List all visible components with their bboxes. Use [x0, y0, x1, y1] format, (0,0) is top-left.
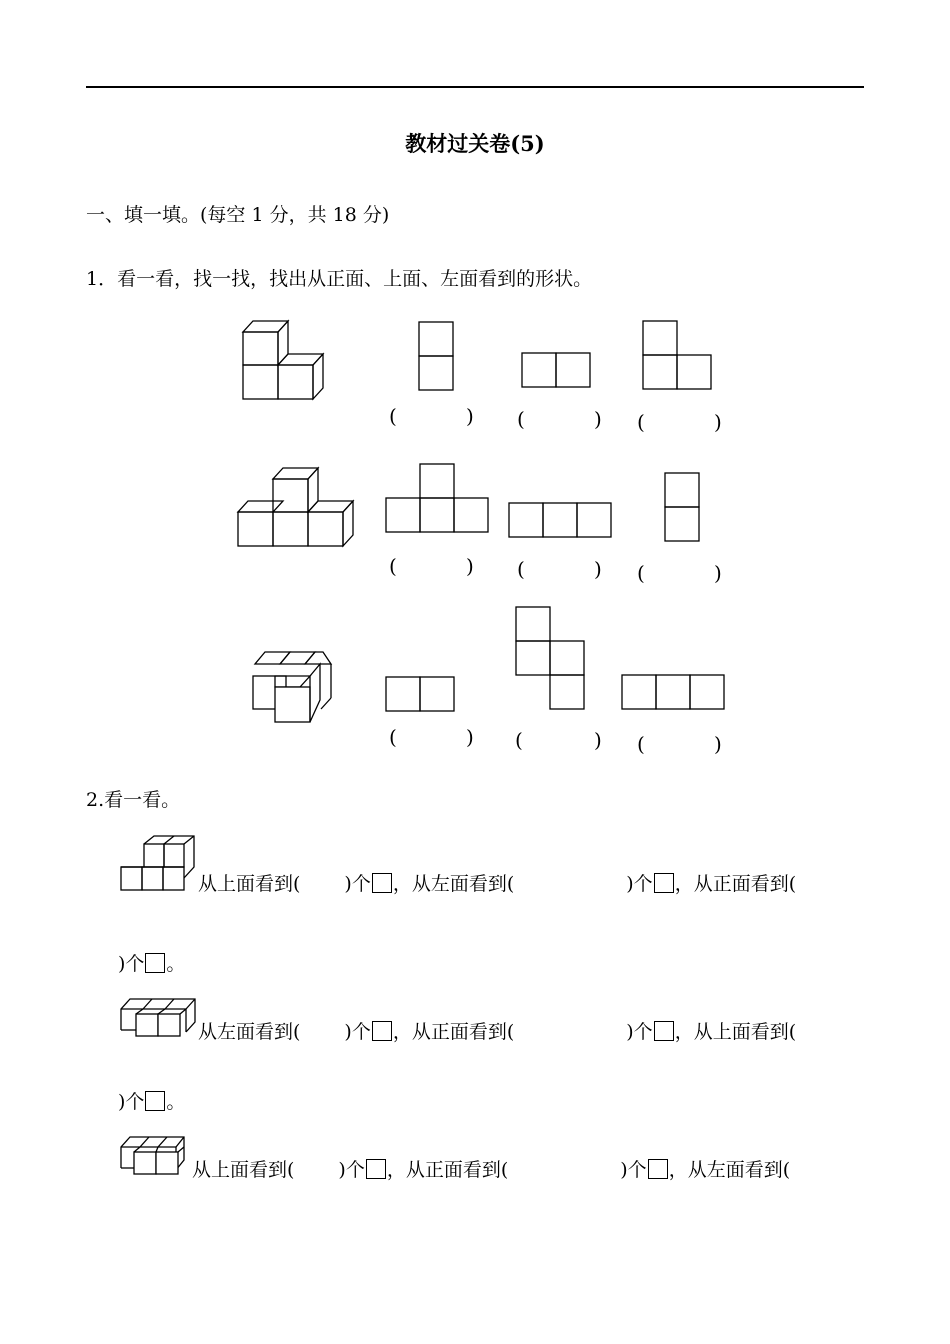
square-icon — [145, 1091, 165, 1111]
paren-open: ( — [517, 557, 525, 581]
paren-close[interactable]: ) — [594, 407, 602, 431]
view-3b — [515, 605, 590, 713]
paren-close[interactable]: ) — [714, 732, 722, 756]
view-1a — [418, 320, 458, 392]
view-1c — [642, 319, 717, 391]
paren-close[interactable]: ) — [466, 554, 474, 578]
view-3a — [384, 674, 459, 714]
paren-open: ( — [637, 410, 645, 434]
view-1b — [520, 350, 595, 390]
view-2c — [664, 471, 704, 543]
q2-item2-line1: 从左面看到( )个 ，从正面看到( )个 ，从上面看到( — [198, 1021, 797, 1043]
square-icon — [366, 1159, 386, 1179]
view-2a — [385, 462, 490, 534]
cube-solid-1 — [230, 310, 340, 410]
paren-close[interactable]: ) — [714, 561, 722, 585]
q2-item3-line1: 从上面看到( )个 ，从正面看到( )个 ，从左面看到( — [192, 1159, 791, 1181]
square-icon — [372, 1021, 392, 1041]
paren-close[interactable]: ) — [594, 557, 602, 581]
paren-close[interactable]: ) — [594, 728, 602, 752]
paren-close[interactable]: ) — [714, 410, 722, 434]
square-icon — [648, 1159, 668, 1179]
cube-figure-5 — [118, 996, 203, 1041]
paren-open: ( — [389, 554, 397, 578]
cube-figure-6 — [118, 1134, 193, 1179]
cube-solid-3 — [245, 646, 340, 728]
cube-solid-2 — [230, 460, 360, 555]
section-heading: 一、填一填。(每空 1 分，共 18 分) — [86, 204, 390, 226]
q2-item1-line1: 从上面看到( )个 ，从左面看到( )个 ，从正面看到( — [198, 873, 797, 895]
paren-close[interactable]: ) — [466, 725, 474, 749]
paren-close[interactable]: ) — [466, 404, 474, 428]
paren-open: ( — [515, 728, 523, 752]
paren-open: ( — [389, 725, 397, 749]
cube-figure-4 — [118, 833, 198, 893]
q2-item1-line2: )个 。 — [118, 953, 186, 975]
square-icon — [654, 1021, 674, 1041]
question-1-prompt: 1．看一看，找一找，找出从正面、上面、左面看到的形状。 — [86, 268, 593, 290]
question-2-prompt: 2.看一看。 — [86, 789, 181, 811]
page-title: 教材过关卷(5) — [405, 131, 545, 156]
square-icon — [654, 873, 674, 893]
square-icon — [145, 953, 165, 973]
paren-open: ( — [637, 732, 645, 756]
view-3c — [620, 672, 728, 714]
paren-open: ( — [389, 404, 397, 428]
paren-open: ( — [517, 407, 525, 431]
paren-open: ( — [637, 561, 645, 585]
top-rule — [86, 86, 864, 88]
view-2b — [507, 500, 615, 540]
square-icon — [372, 873, 392, 893]
q2-item2-line2: )个 。 — [118, 1091, 186, 1113]
